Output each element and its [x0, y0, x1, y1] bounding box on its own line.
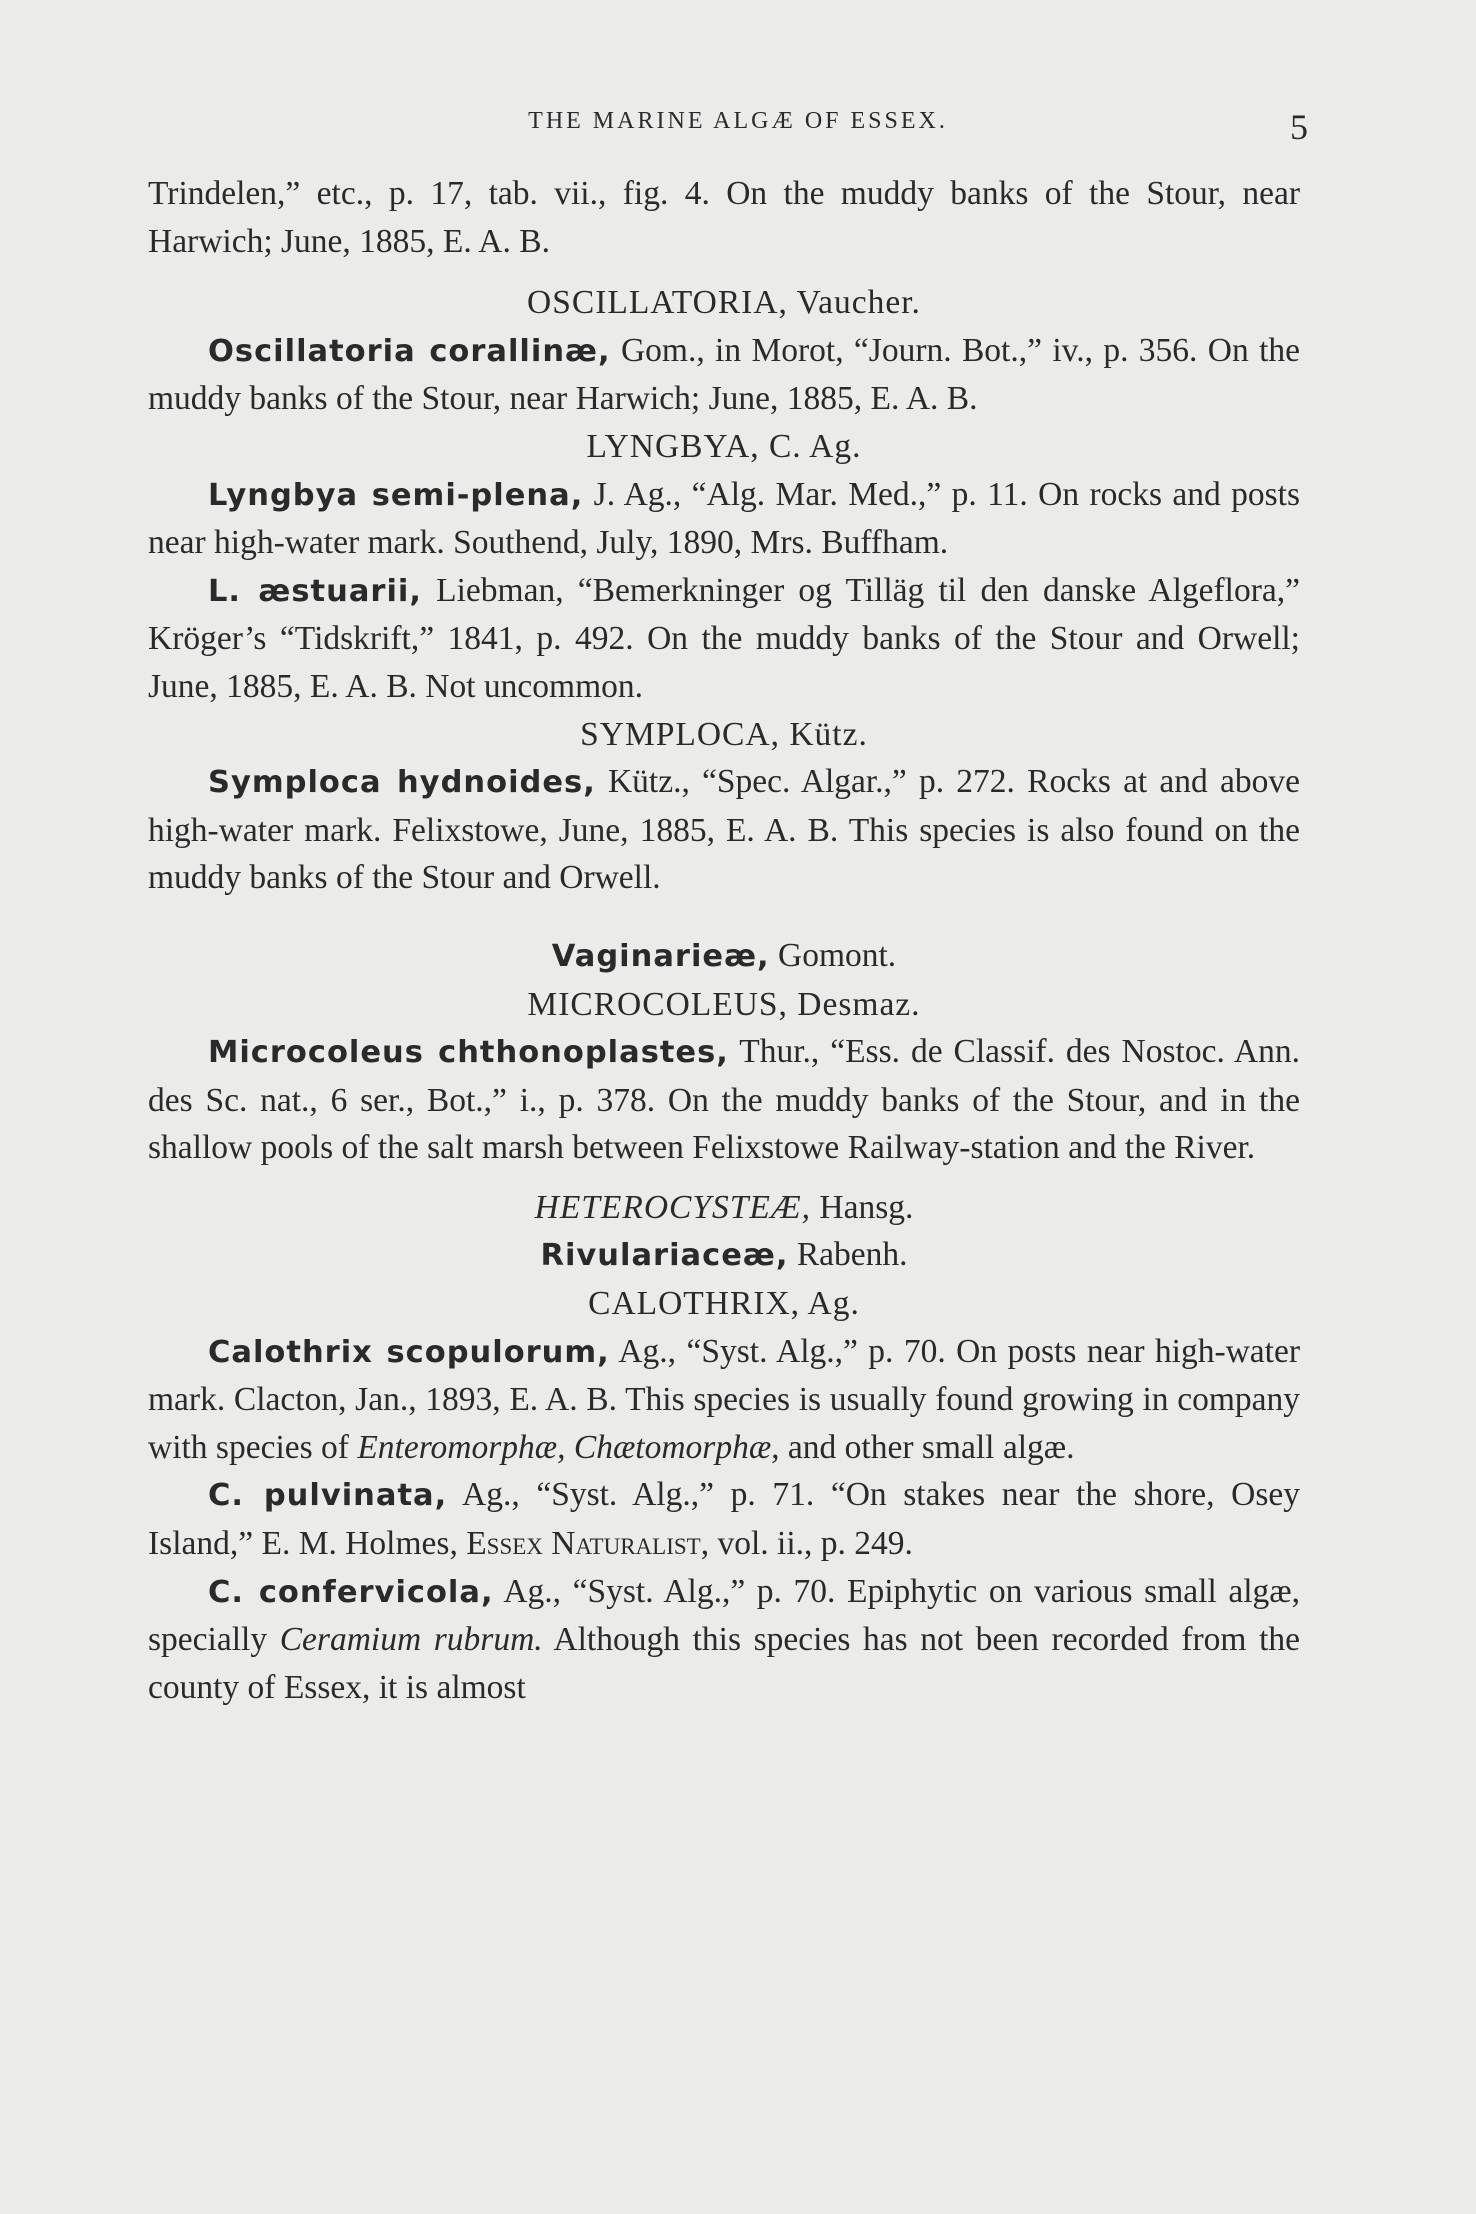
species-description: Thur., “Ess. de Classif. des Nostoc. Ann. des Sc. nat., 6 ser., Bot.,” i., p. 378. On the muddy banks of the Stour, and in the shallow pools of the salt marsh between Felixstowe Railway-station and the River. — [148, 1033, 1301, 1167]
species-entry-lyngbya-semi-plena — [148, 471, 1300, 567]
tribe-name: Vaginarieæ, — [551, 938, 770, 974]
species-entry-lyngbya-aestuarii — [148, 567, 1300, 711]
species-description: Ag., “Syst. Alg.,” p. 71. “On stakes near the shore, Osey Island,” E. M. Holmes, — [148, 1476, 1301, 1563]
species-entry-calothrix-confervicola — [148, 1568, 1300, 1712]
species-description: Ag., “Syst. Alg.,” p. 70. On posts near high-water mark. Clacton, Jan., 1893, E. A. B. This species is usually found growing in company with species of — [148, 1332, 1301, 1466]
order-name: HETEROCYSTEÆ, — [534, 1188, 812, 1226]
species-reference-ceramium-rubrum: Ceramium rubrum. — [279, 1621, 543, 1659]
species-name: C. pulvinata, — [208, 1478, 448, 1514]
species-name: L. æstuarii, — [208, 573, 422, 609]
species-entry-oscillatoria-corallinae — [148, 327, 1300, 423]
order-heading-heterocysteae — [148, 1184, 1300, 1232]
page-header — [0, 108, 1476, 148]
species-name: Lyngbya semi-plena, — [208, 477, 584, 513]
genus-heading-calothrix: CALOTHRIX, Ag. — [588, 1285, 860, 1323]
order-author: Hansg. — [811, 1188, 914, 1226]
page-body — [148, 170, 1300, 1711]
running-title: THE MARINE ALGÆ OF ESSEX. — [528, 108, 948, 134]
species-name: Symploca hydnoides, — [208, 765, 596, 801]
genus-reference-chaetomorphae: Chætomorphæ, — [573, 1428, 780, 1466]
family-name: Rivulariaceæ, — [540, 1238, 789, 1274]
genus-heading-oscillatoria: OSCILLATORIA, Vaucher. — [527, 284, 921, 322]
species-description: Gom., in Morot, “Journ. Bot.,” iv., p. 356. On the muddy banks of the Stour, near Harwich; June, 1885, E. A. B. — [148, 331, 1300, 418]
species-entry-microcoleus-chthonoplastes — [148, 1028, 1300, 1172]
genus-heading-lyngbya: LYNGBYA, C. Ag. — [586, 427, 862, 465]
species-description-end: , vol. ii., p. 249. — [700, 1525, 913, 1563]
genus-reference-enteromorphae: Enteromorphæ, — [357, 1428, 566, 1466]
species-name: Calothrix scopulorum, — [208, 1334, 610, 1370]
species-entry-calothrix-scopulorum — [148, 1328, 1300, 1472]
species-description-end: and other small algæ. — [779, 1428, 1075, 1466]
species-name: Oscillatoria corallinæ, — [208, 333, 611, 369]
species-description: Ag., “Syst. Alg.,” p. 70. Epiphytic on various small algæ, specially — [148, 1572, 1301, 1659]
species-name: Microcoleus chthonoplastes, — [208, 1035, 729, 1071]
species-description: Liebman, “Bemerkninger og Tilläg til den danske Algeflora,” Kröger’s “Tidskrift,” 1841, p. 492. On the muddy banks of the Stour and Orwell; June, 1885, E. A. B. Not uncommon. — [148, 571, 1301, 705]
page-number: 5 — [1290, 107, 1308, 147]
tribe-heading-vaginarieae — [148, 932, 1300, 981]
species-entry-calothrix-pulvinata — [148, 1471, 1300, 1567]
species-name: C. confervicola, — [208, 1574, 494, 1610]
family-heading-rivulariaceae — [148, 1231, 1300, 1280]
species-entry-symploca-hydnoides — [148, 758, 1300, 902]
species-description: J. Ag., “Alg. Mar. Med.,” p. 11. On rocks and posts near high-water mark. Southend, July, 1890, Mrs. Buffham. — [148, 475, 1301, 562]
family-author: Rabenh. — [788, 1236, 908, 1274]
journal-name: Essex Naturalist — [466, 1525, 701, 1563]
tribe-author: Gomont. — [769, 936, 897, 974]
species-description-end: Although this species has not been recorded from the county of Essex, it is almost — [148, 1621, 1300, 1706]
species-description: Kütz., “Spec. Algar.,” p. 272. Rocks at and above high-water mark. Felixstowe, June, 1885, E. A. B. This species is also found on the muddy banks of the Stour and Orwell. — [148, 763, 1300, 897]
paragraph-trindelen-continuation: Trindelen,” etc., p. 17, tab. vii., fig. 4. On the muddy banks of the Stour, near Harwich; June, 1885, E. A. B. — [148, 175, 1300, 260]
genus-heading-microcoleus: MICROCOLEUS, Desmaz. — [527, 985, 921, 1023]
genus-heading-symploca: SYMPLOCA, Kütz. — [580, 715, 868, 753]
